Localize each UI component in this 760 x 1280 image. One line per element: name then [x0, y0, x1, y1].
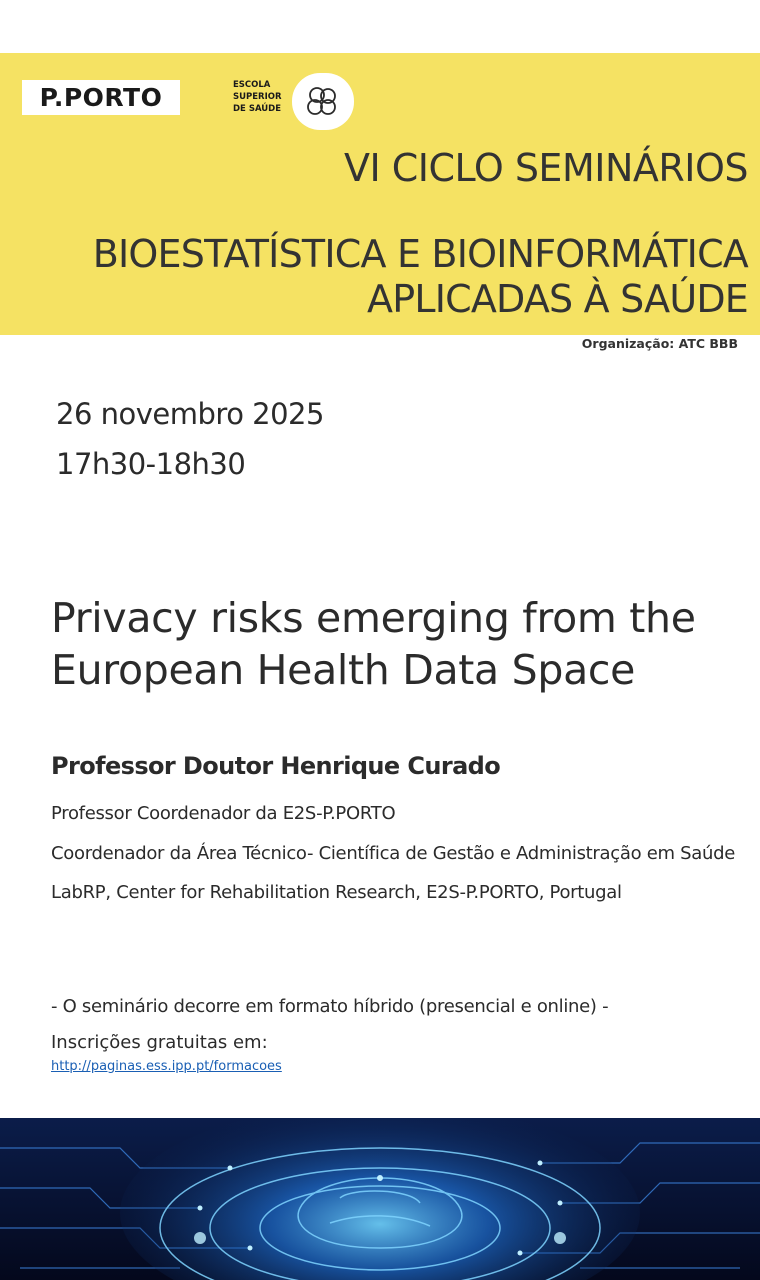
- talk-title-line: European Health Data Space: [51, 646, 636, 694]
- pporto-logo: [22, 80, 180, 115]
- registration-label: Inscrições gratuitas em:: [51, 1032, 268, 1053]
- school-name-line: ESCOLA: [233, 80, 271, 90]
- school-name-line: SUPERIOR: [233, 92, 282, 102]
- seminar-theme: [93, 232, 748, 322]
- speaker-name: Professor Doutor Henrique Curado: [51, 752, 501, 780]
- talk-title-line: Privacy risks emerging from the: [51, 594, 696, 642]
- affiliation-line: Professor Coordenador da E2S-P.PORTO: [51, 803, 396, 824]
- digital-brain-circuit-image: [0, 1118, 760, 1280]
- format-note: - O seminário decorre em formato híbrido (presencial e online) -: [51, 996, 609, 1017]
- speaker-affiliations: [51, 803, 735, 922]
- organization-label: Organização: ATC BBB: [581, 336, 738, 351]
- event-time: 17h30-18h30: [56, 447, 246, 481]
- seminar-theme-line: APLICADAS À SAÚDE: [367, 277, 748, 321]
- school-name-line: DE SAÚDE: [233, 104, 282, 114]
- seminar-theme-line: BIOESTATÍSTICA E BIOINFORMÁTICA: [92, 232, 748, 276]
- pporto-logo-text: P.PORTO: [39, 83, 163, 112]
- school-emblem-icon: [292, 73, 354, 130]
- school-name: [233, 79, 282, 115]
- registration-link[interactable]: http://paginas.ess.ipp.pt/formacoes: [51, 1059, 282, 1074]
- affiliation-line: Coordenador da Área Técnico- Científica de Gestão e Administração em Saúde: [51, 842, 736, 864]
- cycle-title: VI CICLO SEMINÁRIOS: [343, 146, 748, 190]
- event-date: 26 novembro 2025: [56, 397, 324, 431]
- talk-title: [51, 592, 696, 696]
- affiliation-line: LabRP, Center for Rehabilitation Research, E2S-P.PORTO, Portugal: [51, 882, 622, 903]
